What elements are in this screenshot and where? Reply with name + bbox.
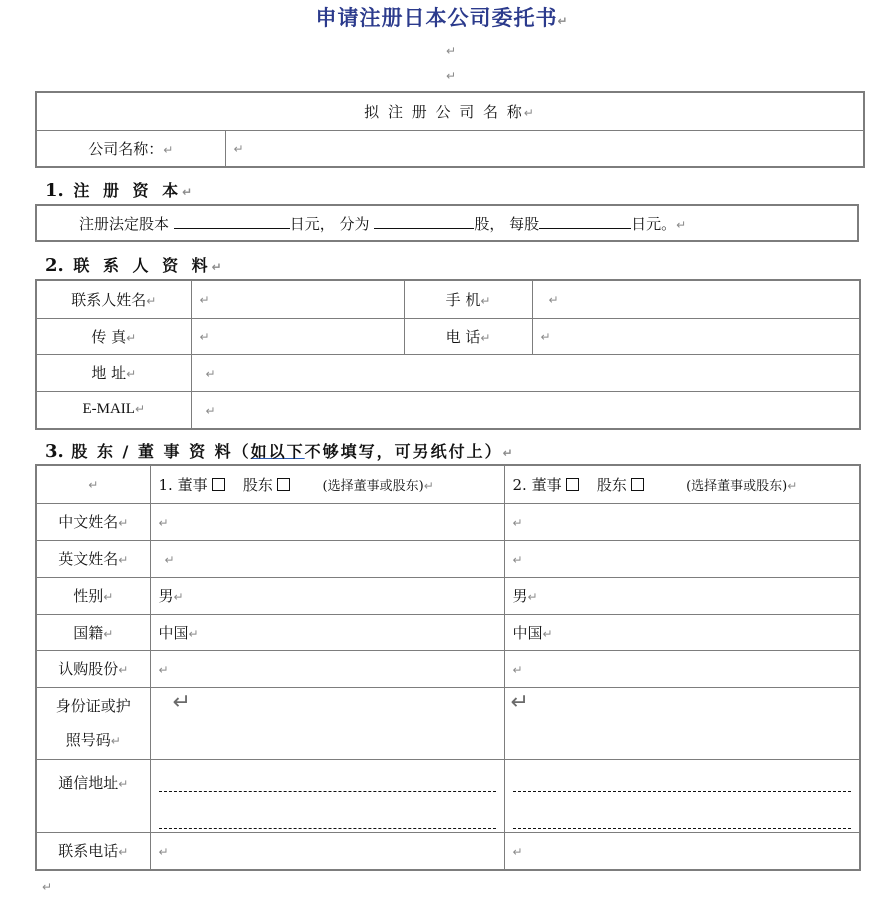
return-mark-icon: ↵	[103, 626, 114, 641]
return-mark-icon: ↵	[211, 260, 226, 274]
address-field[interactable]	[191, 354, 860, 391]
person-number: 2.	[512, 475, 527, 494]
address-dash-line	[159, 790, 496, 792]
shareholder-checkbox[interactable]	[631, 478, 644, 491]
contact-name-field[interactable]	[191, 280, 404, 318]
return-mark-icon: ↵	[540, 330, 551, 344]
person-2-header	[504, 465, 860, 503]
fax-label-cell	[36, 318, 191, 354]
section-title: 联 系 人 资 料	[63, 256, 212, 275]
person-2-gender[interactable]	[504, 577, 860, 614]
mobile-label-cell	[404, 280, 532, 318]
fax-label: 传 真	[91, 327, 127, 346]
capital-text: 股， 每股	[474, 214, 540, 233]
return-mark-icon: ↵	[480, 293, 491, 308]
shares-label-cell	[36, 650, 150, 687]
return-mark-icon: ↵	[510, 689, 529, 715]
capital-table	[35, 204, 859, 242]
return-mark-icon: ↵	[158, 844, 169, 859]
section-title: 股 东 / 董 事 资 料（	[63, 442, 251, 461]
contact-phone-label-cell	[36, 832, 150, 870]
return-mark-icon: ↵	[480, 330, 491, 345]
cn-name-label: 中文姓名	[58, 513, 119, 531]
return-mark-icon: ↵	[557, 14, 569, 28]
person-2-phone[interactable]	[504, 832, 860, 870]
capital-text: 日元， 分为	[289, 214, 375, 233]
shareholder-table	[35, 464, 861, 871]
return-mark-icon: ↵	[199, 330, 210, 344]
cn-name-label-cell	[36, 503, 150, 540]
gender-value: 男	[158, 587, 174, 605]
director-label: 董事	[531, 475, 562, 494]
return-mark-icon: ↵	[548, 293, 559, 308]
nationality-label: 国籍	[73, 623, 104, 642]
person-2-cn-name[interactable]	[504, 503, 860, 540]
return-mark-icon: ↵	[205, 403, 216, 418]
director-checkbox[interactable]	[212, 478, 225, 491]
mail-address-label-cell	[36, 759, 150, 832]
return-mark-icon: ↵	[512, 844, 523, 859]
person-1-nationality[interactable]	[150, 614, 504, 650]
person-1-en-name[interactable]	[150, 540, 504, 577]
email-label-cell	[36, 391, 191, 429]
email-label: E-MAIL	[82, 401, 135, 418]
choose-note: (选择董事或股东)	[322, 478, 424, 494]
mail-address-label: 通信地址	[58, 773, 119, 792]
return-mark-icon: ↵	[173, 590, 184, 604]
contact-phone-label: 联系电话	[58, 842, 119, 861]
mobile-field[interactable]	[532, 280, 860, 318]
shareholder-checkbox[interactable]	[277, 478, 290, 491]
address-dash-line	[513, 827, 852, 829]
id-label-cell	[36, 687, 150, 759]
return-mark-icon: ↵	[158, 662, 169, 677]
return-mark-icon: ↵	[146, 293, 157, 308]
return-mark-icon: ↵	[88, 478, 99, 493]
person-1-mail-address[interactable]	[150, 759, 504, 832]
section-2-heading	[45, 253, 226, 276]
return-mark-icon: ↵	[182, 185, 197, 199]
gender-label: 性别	[73, 587, 104, 605]
return-mark-icon: ↵	[164, 552, 175, 567]
company-name-label-cell	[36, 130, 225, 167]
company-name-table	[35, 91, 865, 168]
shareholder-label: 股东	[242, 475, 273, 494]
return-mark-icon: ↵	[126, 367, 137, 381]
contact-name-label-cell	[36, 280, 191, 318]
id-label-line-1: 身份证或护	[55, 696, 131, 715]
section-title: 注 册 资 本	[63, 181, 183, 200]
director-label: 董事	[177, 475, 208, 494]
return-mark-icon: ↵	[523, 105, 536, 120]
company-name-field[interactable]	[225, 130, 864, 167]
capital-text: 注册法定股本	[79, 214, 174, 233]
nationality-label-cell	[36, 614, 150, 650]
person-1-phone[interactable]	[150, 832, 504, 870]
en-name-label: 英文姓名	[58, 550, 119, 568]
return-mark-icon: ↵	[512, 662, 523, 677]
address-dash-line	[159, 827, 496, 829]
return-mark-icon: ↵	[118, 516, 129, 530]
address-label-cell	[36, 354, 191, 391]
section-number: 1.	[45, 180, 64, 201]
return-mark-icon: ↵	[103, 590, 114, 604]
return-mark-icon: ↵	[542, 626, 553, 641]
return-mark-icon: ↵	[118, 776, 129, 791]
document-title	[0, 2, 884, 32]
return-mark-icon: ↵	[42, 880, 53, 894]
gender-value: 男	[512, 587, 528, 605]
person-2-mail-address[interactable]	[504, 759, 860, 832]
return-mark-icon: ↵	[134, 402, 146, 417]
return-mark-icon: ↵	[118, 845, 129, 860]
return-mark-icon: ↵	[163, 142, 174, 157]
person-1-cn-name[interactable]	[150, 503, 504, 540]
company-name-label: 公司名称：	[88, 139, 164, 158]
company-header-cell	[36, 92, 864, 130]
return-mark-icon: ↵	[676, 217, 687, 232]
shareholder-label: 股东	[596, 475, 627, 494]
company-header: 拟 注 册 公 司 名 称	[364, 102, 524, 121]
return-mark-icon: ↵	[502, 446, 515, 460]
capital-text: 日元。	[631, 214, 677, 233]
capital-line	[36, 205, 858, 241]
return-mark-icon: ↵	[446, 44, 457, 58]
return-mark-icon: ↵	[110, 733, 121, 748]
nationality-value: 中国	[158, 623, 189, 642]
address-dash-line	[513, 790, 852, 792]
return-mark-icon: ↵	[199, 293, 210, 308]
share-count-blank[interactable]	[374, 214, 474, 229]
return-mark-icon: ↵	[423, 478, 434, 493]
shares-label: 认购股份	[58, 660, 119, 678]
phone-field[interactable]	[532, 318, 860, 354]
address-label: 地 址	[91, 364, 127, 382]
person-1-id-number[interactable]	[150, 687, 504, 759]
director-checkbox[interactable]	[566, 478, 579, 491]
nationality-value: 中国	[512, 623, 543, 642]
return-mark-icon: ↵	[158, 515, 169, 530]
phone-label: 电 话	[445, 327, 481, 346]
corner-cell	[36, 465, 150, 503]
person-1-gender[interactable]	[150, 577, 504, 614]
phone-label-cell	[404, 318, 532, 354]
id-label-line-2: 照号码	[65, 730, 111, 749]
return-mark-icon: ↵	[446, 69, 457, 83]
section-title: 不够填写，可另纸付上）	[304, 442, 503, 461]
return-mark-icon: ↵	[512, 552, 523, 567]
section-title-underlined: 如以下	[250, 442, 305, 461]
choose-note: (选择董事或股东)	[686, 478, 788, 494]
person-1-shares[interactable]	[150, 650, 504, 687]
return-mark-icon: ↵	[512, 515, 523, 530]
return-mark-icon: ↵	[126, 330, 137, 345]
contact-name-label: 联系人姓名	[71, 290, 147, 309]
section-1-heading	[45, 178, 196, 201]
person-1-header	[150, 465, 504, 503]
return-mark-icon: ↵	[118, 663, 129, 677]
return-mark-icon: ↵	[527, 590, 538, 604]
person-number: 1.	[158, 475, 173, 494]
section-3-heading	[45, 439, 515, 462]
email-field[interactable]	[191, 391, 860, 429]
fax-field[interactable]	[191, 318, 404, 354]
title-text: 申请注册日本公司委托书	[315, 5, 558, 30]
contact-table	[35, 279, 861, 430]
return-mark-icon: ↵	[787, 478, 798, 493]
person-2-id-number[interactable]	[504, 687, 860, 759]
person-2-shares[interactable]	[504, 650, 860, 687]
person-2-en-name[interactable]	[504, 540, 860, 577]
per-share-blank[interactable]	[539, 214, 631, 229]
return-mark-icon: ↵	[233, 142, 244, 157]
return-mark-icon: ↵	[188, 626, 199, 641]
section-number: 3.	[45, 441, 64, 462]
person-2-nationality[interactable]	[504, 614, 860, 650]
return-mark-icon: ↵	[205, 366, 216, 381]
en-name-label-cell	[36, 540, 150, 577]
return-mark-icon: ↵	[172, 689, 191, 715]
return-mark-icon: ↵	[118, 553, 129, 567]
mobile-label: 手 机	[445, 290, 481, 309]
capital-amount-blank[interactable]	[174, 214, 290, 229]
gender-label-cell	[36, 577, 150, 614]
section-number: 2.	[45, 255, 64, 276]
